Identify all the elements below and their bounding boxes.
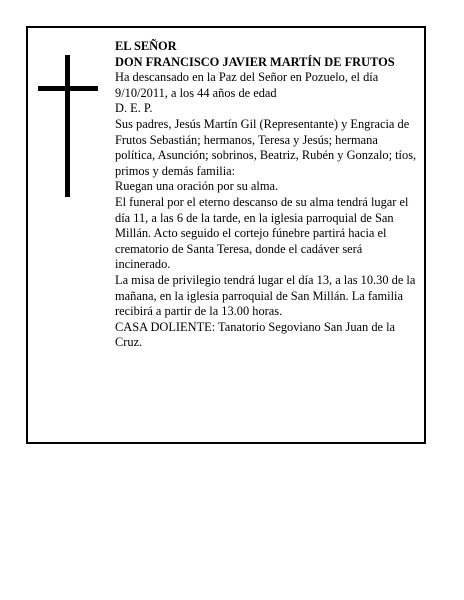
deceased-name: DON FRANCISCO JAVIER MARTÍN DE FRUTOS: [115, 54, 395, 69]
notice-heading: EL SEÑOR: [115, 39, 177, 53]
death-announcement: Ha descansado en la Paz del Señor en Pozuelo, el día 9/10/2011, a los 44 años de edad: [115, 70, 379, 100]
rip-abbreviation: D. E. P.: [115, 101, 153, 116]
notice-text: [115, 39, 420, 351]
prayer-request: Ruegan una oración por su alma.: [115, 179, 279, 194]
funeral-details: El funeral por el eterno descanso de su alma tendrá lugar el día 11, a las 6 de la tarde, en la iglesia parroquial de San Millán. Acto seguido el cortejo fúnebre partirá hacia el crematorio de Santa Teresa, donde el cadáver será incinerado.: [115, 194, 409, 272]
cross-vertical-bar: [65, 55, 70, 197]
mass-details: La misa de privilegio tendrá lugar el día 13, a las 10.30 de la mañana, en la iglesia parroquial de San Millán. La familia recibirá a partir de la 13.00 horas.: [115, 272, 416, 319]
family-list: Sus padres, Jesús Martín Gil (Representante) y Engracia de Frutos Sebastián; hermanos, Teresa y Jesús; hermana política, Asunción; sobrinos, Beatriz, Rubén y Gonzalo; tíos, primos y demás familia:: [115, 116, 417, 178]
obituary-notice: [26, 26, 426, 444]
cross-icon: [38, 55, 98, 197]
funeral-home: CASA DOLIENTE: Tanatorio Segoviano San Juan de la Cruz.: [115, 319, 396, 350]
cross-horizontal-bar: [38, 86, 98, 91]
